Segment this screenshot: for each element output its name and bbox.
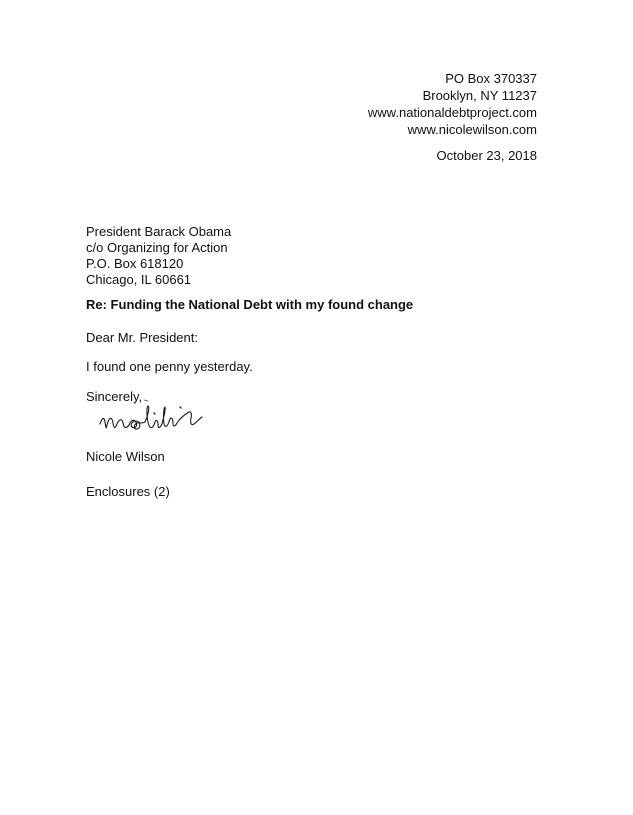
- sender-website-national-debt: www.nationaldebtproject.com: [367, 105, 537, 120]
- sender-website-personal: www.nicolewilson.com: [407, 122, 537, 137]
- sender-city-state-zip: Brooklyn, NY 11237: [422, 88, 537, 103]
- recipient-po-box: P.O. Box 618120: [86, 256, 184, 271]
- enclosures-note: Enclosures (2): [86, 484, 170, 499]
- letter-date: October 23, 2018: [436, 148, 537, 163]
- signer-name: Nicole Wilson: [86, 449, 165, 464]
- closing: Sincerely,: [86, 389, 143, 404]
- recipient-city-state-zip: Chicago, IL 60661: [86, 272, 192, 287]
- sender-address-block: [368, 70, 537, 138]
- salutation: Dear Mr. President:: [86, 330, 198, 345]
- subject-line: Re: Funding the National Debt with my found change: [86, 297, 414, 312]
- handwritten-signature: [96, 398, 236, 440]
- recipient-address-block: [86, 224, 231, 288]
- letter-body: I found one penny yesterday.: [86, 359, 253, 374]
- sender-po-box: PO Box 370337: [445, 71, 537, 86]
- recipient-name: President Barack Obama: [86, 224, 232, 239]
- recipient-organization: c/o Organizing for Action: [86, 240, 228, 255]
